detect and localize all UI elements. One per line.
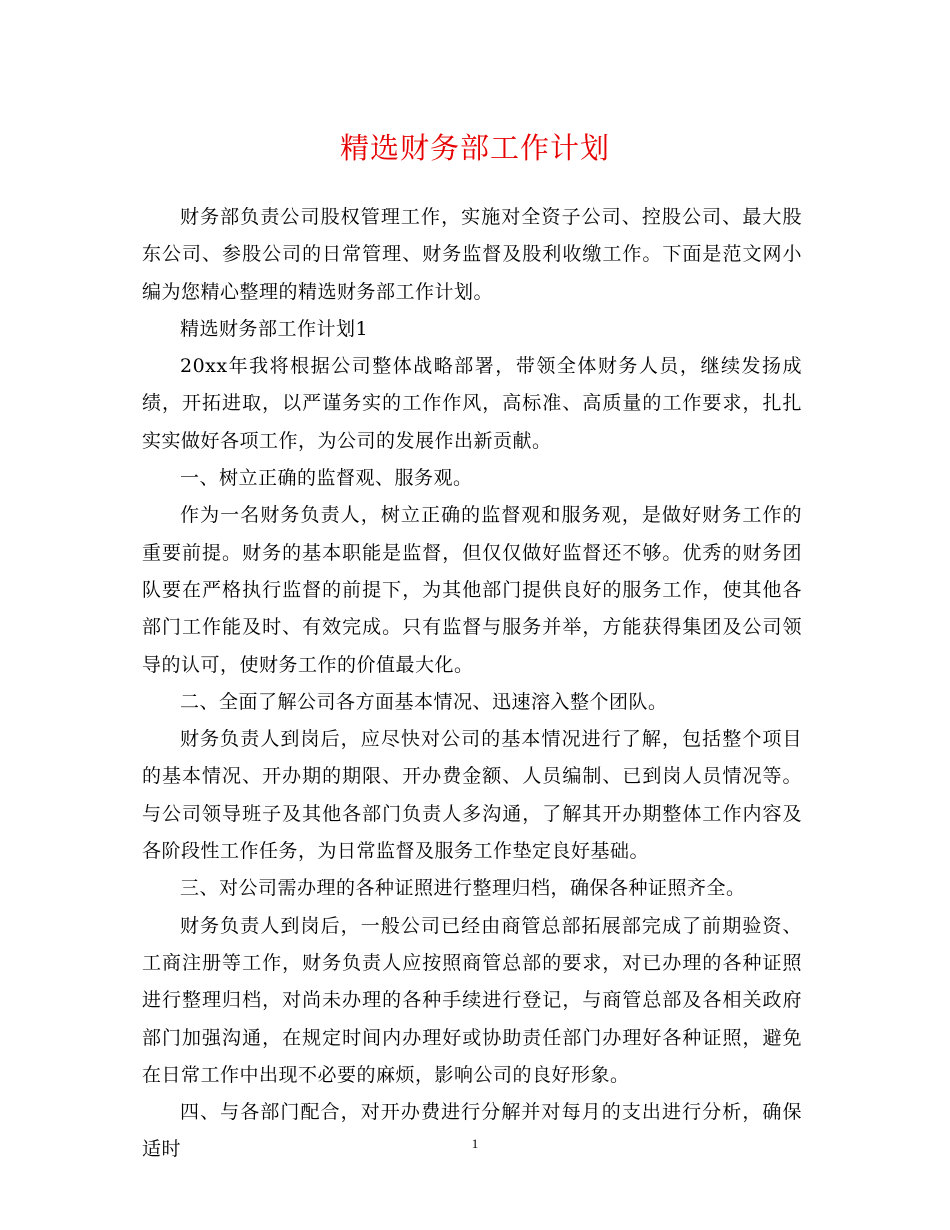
page-number: 1	[471, 1136, 479, 1151]
heading-three: 三、对公司需办理的各种证照进行整理归档，确保各种证照齐全。	[180, 877, 746, 900]
heading-two: 二、全面了解公司各方面基本情况、迅速溶入整个团队。	[180, 690, 668, 713]
paragraph-three: 财务负责人到岗后，一般公司已经由商管总部拓展部完成了前期验资、工商注册等工作，财务负责人应按照商管总部的要求，对已办理的各种证照进行整理归档，对尚未办理的各种手续进行登记，与商管总部及各相关政府部门加强沟通，在规定时间内办理好或协助责任部门办理好各种证照，避免在日常工作中出现不必要的麻烦，影响公司的良好形象。	[142, 914, 802, 1086]
section-heading-plan-1: 精选财务部工作计划1	[180, 317, 369, 340]
heading-one: 一、树立正确的监督观、服务观。	[180, 467, 473, 490]
paragraph-two: 财务负责人到岗后，应尽快对公司的基本情况进行了解，包括整个项目的基本情况、开办期的期限、开办费金额、人员编制、已到岗人员情况等。与公司领导班子及其他各部门负责人多沟通，了解其开办期整体工作内容及各阶段性工作任务，为日常监督及服务工作垫定良好基础。	[142, 728, 802, 863]
plan-overview-paragraph: 20xx年我将根据公司整体战略部署，带领全体财务人员，继续发扬成绩，开拓进取，以严谨务实的工作作风，高标准、高质量的工作要求，扎扎实实做好各项工作，为公司的发展作出新贡献。	[142, 355, 802, 452]
intro-paragraph: 财务部负责公司股权管理工作，实施对全资子公司、控股公司、最大股东公司、参股公司的日常管理、财务监督及股利收缴工作。下面是范文网小编为您精心整理的精选财务部工作计划。	[142, 206, 802, 303]
paragraph-one: 作为一名财务负责人，树立正确的监督观和服务观，是做好财务工作的重要前提。财务的基本职能是监督，但仅仅做好监督还不够。优秀的财务团队要在严格执行监督的前提下，为其他部门提供良好的服务工作，使其他各部门工作能及时、有效完成。只有监督与服务并举，方能获得集团及公司领导的认可，使财务工作的价值最大化。	[142, 504, 802, 676]
document-title: 精选财务部工作计划	[339, 131, 610, 165]
document-body	[142, 199, 802, 1169]
heading-four: 四、与各部门配合，对开办费进行分解并对每月的支出进行分析，确保适时	[142, 1101, 802, 1161]
